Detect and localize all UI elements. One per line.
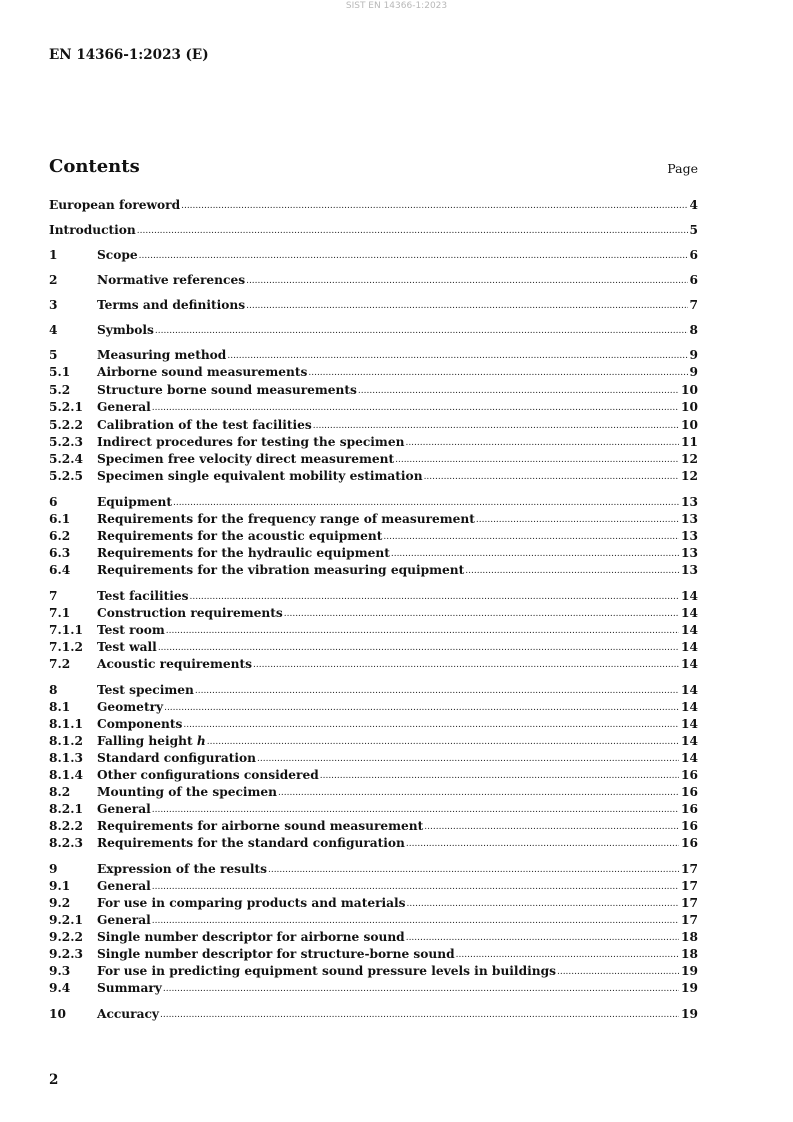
toc-entry-title: Test room	[97, 623, 165, 637]
toc-entry-title: Normative references	[97, 273, 246, 287]
toc-entry-number: 6.1	[49, 512, 71, 526]
footer-page-number: 2	[49, 1072, 59, 1088]
toc-entry-number: 5.2.5	[49, 469, 83, 483]
toc-dot-leader	[160, 1009, 679, 1022]
toc-entry-title: European foreword	[49, 198, 181, 212]
toc-entry-number: 5.2.1	[49, 400, 83, 414]
toc-entry[interactable]	[49, 801, 698, 817]
toc-entry[interactable]	[49, 197, 698, 213]
toc-entry[interactable]	[49, 247, 698, 263]
toc-entry-page: 10	[681, 400, 698, 414]
toc-entry-title: Single number descriptor for airborne sound	[97, 930, 405, 944]
toc-entry-title: Test specimen	[97, 683, 194, 697]
toc-entry[interactable]	[49, 451, 698, 467]
toc-entry[interactable]	[49, 861, 698, 877]
toc-entry-page: 6	[689, 273, 698, 287]
toc-entry-number: 5.2	[49, 383, 71, 397]
toc-entry-number: 8.1.2	[49, 734, 83, 748]
toc-dot-leader	[313, 420, 679, 433]
toc-entry-number: 8.2	[49, 785, 71, 799]
toc-dot-leader	[424, 821, 679, 834]
toc-entry-page: 16	[681, 785, 698, 799]
toc-dot-leader	[152, 881, 679, 894]
toc-dot-leader	[152, 915, 679, 928]
toc-entry[interactable]	[49, 699, 698, 715]
toc-dot-leader	[137, 225, 688, 238]
toc-entry[interactable]	[49, 417, 698, 433]
toc-entry-page: 14	[681, 700, 698, 714]
toc-entry-number: 8.2.1	[49, 802, 83, 816]
toc-entry-number: 9.3	[49, 964, 71, 978]
toc-entry-title: For use in comparing products and materials	[97, 896, 406, 910]
toc-entry-number: 7.1.1	[49, 623, 83, 637]
toc-entry[interactable]	[49, 222, 698, 238]
document-id-header: EN 14366-1:2023 (E)	[49, 47, 209, 63]
toc-entry-number: 5	[49, 348, 58, 362]
toc-dot-leader	[407, 898, 680, 911]
toc-entry[interactable]	[49, 588, 698, 604]
toc-entry[interactable]	[49, 784, 698, 800]
toc-entry[interactable]	[49, 963, 698, 979]
toc-entry-number: 8	[49, 683, 58, 697]
toc-dot-leader	[406, 838, 679, 851]
toc-entry[interactable]	[49, 733, 698, 749]
toc-entry[interactable]	[49, 468, 698, 484]
toc-dot-leader	[181, 200, 687, 213]
toc-entry-page: 8	[689, 323, 698, 337]
toc-entry-title: Equipment	[97, 495, 172, 509]
toc-dot-leader	[406, 932, 679, 945]
toc-dot-leader	[253, 659, 679, 672]
toc-entry-page: 14	[681, 606, 698, 620]
contents-title: Contents	[49, 156, 140, 177]
toc-entry-title: Scope	[97, 248, 138, 262]
toc-entry-title: Accuracy	[97, 1007, 159, 1021]
toc-dot-leader	[383, 531, 679, 544]
toc-entry-page: 11	[681, 435, 698, 449]
watermark: SIST EN 14366-1:2023	[345, 1, 448, 11]
toc-entry-title: Specimen free velocity direct measurement	[97, 452, 395, 466]
toc-entry[interactable]	[49, 878, 698, 894]
toc-entry-title: Acoustic requirements	[97, 657, 253, 671]
toc-entry-number: 7.2	[49, 657, 71, 671]
toc-dot-leader	[395, 454, 679, 467]
toc-entry-page: 19	[681, 1007, 698, 1021]
toc-dot-leader	[173, 497, 679, 510]
toc-entry[interactable]	[49, 347, 698, 363]
toc-entry[interactable]	[49, 912, 698, 928]
toc-entry-page: 13	[681, 495, 698, 509]
toc-entry-page: 19	[681, 981, 698, 995]
toc-entry-page: 17	[681, 862, 698, 876]
toc-entry-number: 7	[49, 589, 58, 603]
toc-entry-title: Test wall	[97, 640, 157, 654]
toc-entry-page: 14	[681, 640, 698, 654]
toc-entry-page: 19	[681, 964, 698, 978]
toc-entry-page: 14	[681, 734, 698, 748]
toc-entry-title: Components	[97, 717, 183, 731]
toc-entry-page: 16	[681, 802, 698, 816]
toc-entry-title: Requirements for the acoustic equipment	[97, 529, 383, 543]
toc-entry-title: Introduction	[49, 223, 136, 237]
toc-entry-number: 8.2.2	[49, 819, 83, 833]
toc-dot-leader	[456, 949, 679, 962]
toc-entry[interactable]	[49, 605, 698, 621]
toc-entry-title: Airborne sound measurements	[97, 365, 308, 379]
toc-entry-number: 9.2.1	[49, 913, 83, 927]
toc-entry-title: Specimen single equivalent mobility estimation	[97, 469, 423, 483]
toc-entry-page: 10	[681, 418, 698, 432]
toc-entry-number: 1	[49, 248, 58, 262]
toc-entry-title: Requirements for the standard configuration	[97, 836, 405, 850]
toc-dot-leader	[189, 591, 679, 604]
toc-dot-leader	[207, 736, 679, 749]
toc-entry-page: 16	[681, 819, 698, 833]
toc-entry-page: 13	[681, 512, 698, 526]
toc-dot-leader	[183, 719, 679, 732]
toc-entry-page: 17	[681, 913, 698, 927]
toc-dot-leader	[166, 625, 679, 638]
toc-entry-page: 13	[681, 563, 698, 577]
toc-entry-number: 6.4	[49, 563, 71, 577]
toc-entry-page: 14	[681, 683, 698, 697]
toc-entry-title: Terms and definitions	[97, 298, 246, 312]
toc-entry[interactable]	[49, 399, 698, 415]
toc-entry[interactable]	[49, 682, 698, 698]
toc-entry-title: Structure borne sound measurements	[97, 383, 357, 397]
toc-entry-page: 18	[681, 947, 698, 961]
toc-dot-leader	[246, 275, 687, 288]
toc-entry-title: Single number descriptor for structure-borne sound	[97, 947, 455, 961]
toc-entry-number: 5.1	[49, 365, 71, 379]
toc-entry-number: 10	[49, 1007, 66, 1021]
toc-entry-title: General	[97, 802, 151, 816]
toc-entry-page: 9	[689, 348, 698, 362]
toc-entry-number: 9.2	[49, 896, 71, 910]
toc-dot-leader	[320, 770, 679, 783]
toc-entry-number: 9.2.3	[49, 947, 83, 961]
toc-dot-leader	[358, 385, 679, 398]
toc-entry-number: 7.1	[49, 606, 71, 620]
toc-dot-leader	[268, 864, 679, 877]
toc-entry-page: 14	[681, 717, 698, 731]
toc-dot-leader	[257, 753, 679, 766]
toc-entry-page: 13	[681, 529, 698, 543]
toc-entry-page: 13	[681, 546, 698, 560]
toc-entry-number: 9.2.2	[49, 930, 83, 944]
toc-dot-leader	[391, 548, 679, 561]
toc-entry-title: General	[97, 879, 151, 893]
toc-entry-title: Measuring method	[97, 348, 227, 362]
toc-entry-number: 8.1	[49, 700, 71, 714]
toc-entry-page: 14	[681, 589, 698, 603]
toc-entry[interactable]	[49, 297, 698, 313]
toc-dot-leader	[278, 787, 679, 800]
toc-dot-leader	[227, 350, 687, 363]
toc-entry-title: Calibration of the test facilities	[97, 418, 312, 432]
toc-entry-page: 6	[689, 248, 698, 262]
toc-entry-title: Requirements for the vibration measuring equipment	[97, 563, 465, 577]
toc-dot-leader	[195, 685, 679, 698]
toc-entry-page: 17	[681, 896, 698, 910]
toc-entry-number: 6	[49, 495, 58, 509]
toc-entry-page: 9	[689, 365, 698, 379]
toc-entry[interactable]	[49, 895, 698, 911]
toc-entry-number: 8.2.3	[49, 836, 83, 850]
toc-dot-leader	[164, 702, 679, 715]
toc-entry-page: 14	[681, 623, 698, 637]
toc-entry[interactable]	[49, 272, 698, 288]
toc-entry-page: 12	[681, 469, 698, 483]
toc-entry-page: 17	[681, 879, 698, 893]
toc-entry-number: 9.1	[49, 879, 71, 893]
toc-entry-page: 4	[689, 198, 698, 212]
toc-entry[interactable]	[49, 750, 698, 766]
toc-entry[interactable]	[49, 835, 698, 851]
toc-entry[interactable]	[49, 1006, 698, 1022]
toc-entry-number: 3	[49, 298, 58, 312]
toc-dot-leader	[284, 608, 679, 621]
toc-dot-leader	[152, 804, 679, 817]
page-column-label: Page	[667, 161, 698, 176]
toc-entry[interactable]	[49, 929, 698, 945]
toc-entry-page: 18	[681, 930, 698, 944]
toc-dot-leader	[405, 437, 679, 450]
toc-entry-page: 12	[681, 452, 698, 466]
toc-entry-title: General	[97, 913, 151, 927]
toc-entry-number: 6.2	[49, 529, 71, 543]
toc-entry-title: General	[97, 400, 151, 414]
toc-entry[interactable]	[49, 545, 698, 561]
toc-dot-leader	[476, 514, 679, 527]
toc-dot-leader	[163, 983, 679, 996]
toc-entry-number: 8.1.4	[49, 768, 83, 782]
toc-entry-title: Test facilities	[97, 589, 189, 603]
toc-dot-leader	[139, 250, 688, 263]
table-of-contents	[49, 0, 698, 1122]
toc-entry[interactable]	[49, 946, 698, 962]
toc-entry[interactable]	[49, 622, 698, 638]
toc-entry[interactable]	[49, 639, 698, 655]
toc-entry-title: Requirements for the hydraulic equipment	[97, 546, 390, 560]
toc-entry-title: Expression of the results	[97, 862, 267, 876]
toc-dot-leader	[465, 565, 679, 578]
toc-entry-page: 5	[689, 223, 698, 237]
toc-entry-title: Geometry	[97, 700, 164, 714]
toc-entry[interactable]	[49, 382, 698, 398]
toc-entry-number: 9	[49, 862, 58, 876]
toc-entry-page: 16	[681, 836, 698, 850]
toc-entry[interactable]	[49, 767, 698, 783]
toc-entry[interactable]	[49, 528, 698, 544]
toc-entry-title: Indirect procedures for testing the specimen	[97, 435, 405, 449]
toc-entry-number: 5.2.4	[49, 452, 83, 466]
toc-entry-number: 6.3	[49, 546, 71, 560]
toc-entry-number: 7.1.2	[49, 640, 83, 654]
toc-dot-leader	[246, 300, 687, 313]
toc-entry-number: 9.4	[49, 981, 71, 995]
toc-entry-title: Construction requirements	[97, 606, 283, 620]
toc-entry-page: 14	[681, 657, 698, 671]
toc-entry-title: Other configurations considered	[97, 768, 319, 782]
toc-entry-number: 8.1.1	[49, 717, 83, 731]
toc-entry-page: 14	[681, 751, 698, 765]
toc-entry-title: Standard configuration	[97, 751, 257, 765]
toc-entry-title: Requirements for the frequency range of measurement	[97, 512, 475, 526]
toc-entry-page: 7	[689, 298, 698, 312]
toc-entry-title: For use in predicting equipment sound pressure levels in buildings	[97, 964, 556, 978]
toc-entry[interactable]	[49, 562, 698, 578]
toc-entry[interactable]	[49, 511, 698, 527]
toc-dot-leader	[424, 471, 679, 484]
toc-entry-page: 10	[681, 383, 698, 397]
toc-entry[interactable]	[49, 322, 698, 338]
toc-entry-number: 4	[49, 323, 58, 337]
toc-entry-title: Summary	[97, 981, 162, 995]
toc-entry-title: Requirements for airborne sound measurement	[97, 819, 424, 833]
toc-entry-page: 16	[681, 768, 698, 782]
toc-entry-number: 5.2.3	[49, 435, 83, 449]
toc-dot-leader	[158, 642, 679, 655]
toc-entry-number: 8.1.3	[49, 751, 83, 765]
toc-entry-number: 5.2.2	[49, 418, 83, 432]
toc-entry[interactable]	[49, 494, 698, 510]
toc-entry-title: Falling height h	[97, 734, 206, 748]
toc-entry[interactable]	[49, 434, 698, 450]
toc-entry[interactable]	[49, 818, 698, 834]
toc-dot-leader	[308, 367, 687, 380]
toc-entry[interactable]	[49, 364, 698, 380]
toc-dot-leader	[557, 966, 679, 979]
toc-entry[interactable]	[49, 980, 698, 996]
toc-entry[interactable]	[49, 656, 698, 672]
toc-entry-number: 2	[49, 273, 58, 287]
toc-entry[interactable]	[49, 716, 698, 732]
toc-dot-leader	[155, 325, 688, 338]
toc-dot-leader	[152, 402, 679, 415]
toc-entry-title: Mounting of the specimen	[97, 785, 278, 799]
toc-entry-title: Symbols	[97, 323, 154, 337]
